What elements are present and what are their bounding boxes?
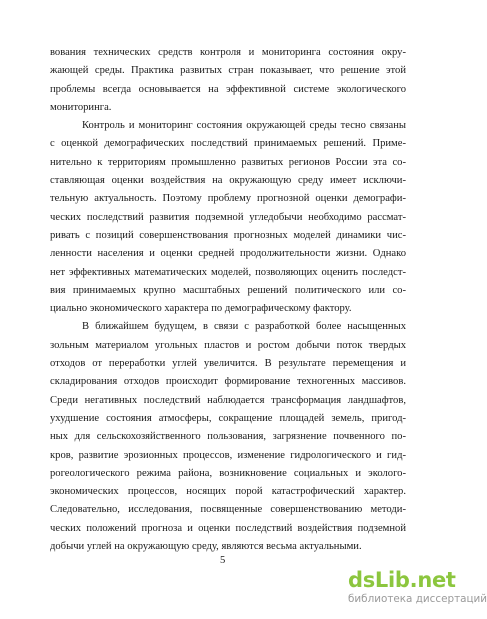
watermark-subtitle: библиотека диссертаций	[348, 593, 487, 605]
text-line: кров, развитие эрозионных процессов, изменение гидрологического и гид-	[50, 450, 406, 461]
text-line: ухудшение состояния атмосферы, сокращение площадей земель, пригод-	[50, 413, 406, 424]
watermark	[348, 568, 487, 605]
text-line: экономических процессов, носящих порой катастрофический характер.	[50, 486, 406, 497]
text-line: складирования отходов происходит формирование техногенных массивов.	[50, 376, 406, 387]
text-line: Контроль и мониторинг состояния окружающей среды тесно связаны	[82, 120, 406, 131]
text-line: ческих положений прогноза и оценки последствий воздействия подземной	[50, 523, 406, 534]
text-line: добычи углей на окружающую среду, являются весьма актуальными.	[50, 541, 362, 552]
text-line: мониторинга.	[50, 102, 112, 113]
text-line: Следовательно, исследования, посвященные совершенствованию методи-	[50, 504, 406, 515]
text-line: нет эффективных математических моделей, позволяющих оценить последст-	[50, 267, 406, 278]
text-line: циально экономического характера по демографическому фактору.	[50, 303, 352, 314]
text-line: зольным материалом угольных пластов и ростом добычи поток твердых	[50, 340, 406, 351]
text-line: вия принимаемых крупно масштабных решений политического или со-	[50, 285, 406, 296]
text-line: жающей среды. Практика развитых стран показывает, что решение этой	[50, 65, 406, 76]
text-line: рогеологического режима района, возникновение социальных и эколого-	[50, 468, 406, 479]
text-line: отходов от переработки углей увеличится. В результате перемещения и	[50, 358, 406, 369]
dslib-logo: dsLib.net	[348, 568, 456, 592]
text-line: проблемы всегда основывается на эффективной системе экологического	[50, 84, 406, 95]
text-line: ленности населения и оценки средней продолжительности жизни. Однако	[50, 248, 406, 259]
text-line: нительно к территориям промышленно развитых регионов России эта со-	[50, 157, 406, 168]
text-line: ных для сельскохозяйственного пользования, загрязнение почвенного по-	[50, 431, 406, 442]
text-line: ставляющая оценки воздействия на окружающую среду имеет исключи-	[50, 175, 406, 186]
text-line: с оценкой демографических последствий принимаемых решений. Приме-	[50, 138, 406, 149]
text-line: Среди негативных последствий наблюдается трансформация ландшафтов,	[50, 395, 406, 406]
text-line: ческих последствий развития подземной угледобычи необходимо рассмат-	[50, 212, 406, 223]
text-line: ривать с позиций совершенствования прогнозных моделей динамики чис-	[50, 230, 406, 241]
text-line: В ближайшем будущем, в связи с разработкой более насыщенных	[82, 321, 406, 332]
text-line: тельную актуальность. Поэтому проблему прогнозной оценки демографи-	[50, 193, 406, 204]
text-line: вования технических средств контроля и мониторинга состояния окру-	[50, 47, 406, 58]
page-number: 5	[220, 555, 226, 566]
